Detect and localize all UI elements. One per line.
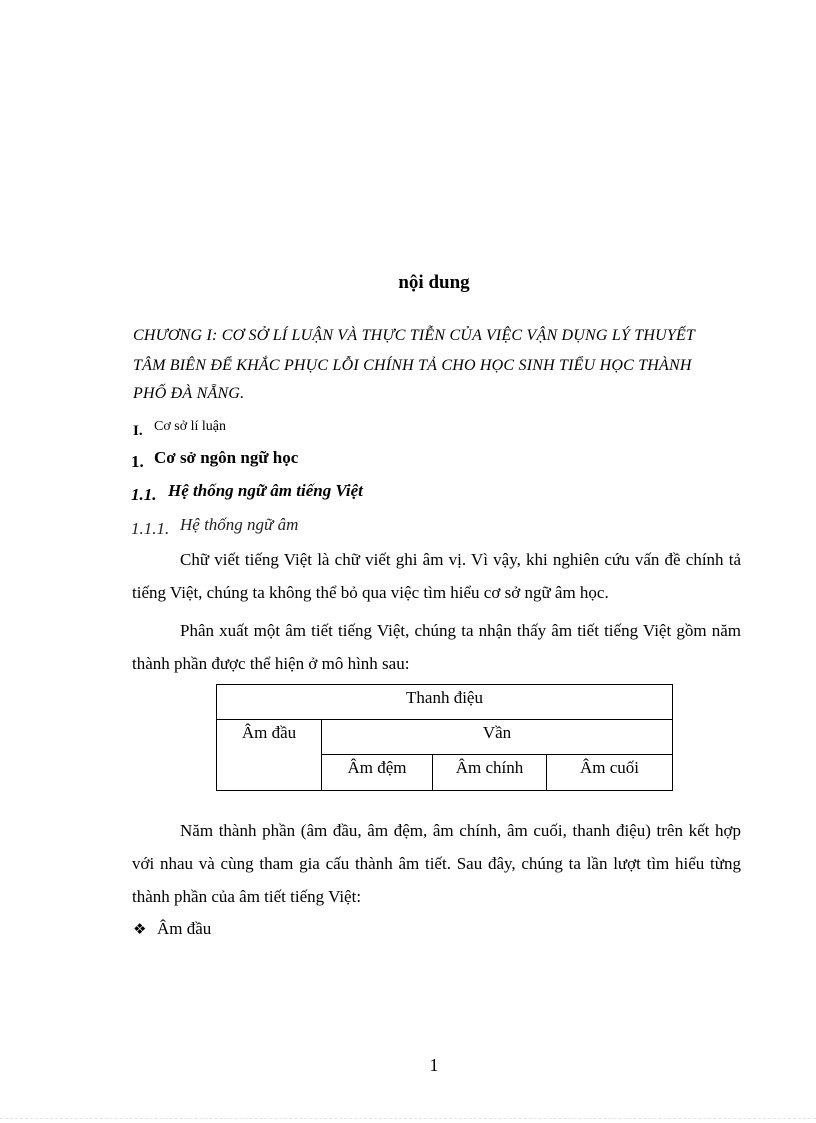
section-heading-1-1 (131, 481, 363, 504)
paragraph-1: Chữ viết tiếng Việt là chữ viết ghi âm vị. Vì vậy, khi nghiên cứu vấn đề chính tả tiếng Việt, chúng ta không thể bỏ qua việc tìm hiểu cơ sở ngữ âm học. (132, 550, 741, 602)
section-title: Cơ sở lí luận (154, 419, 226, 434)
cell-tone: Thanh điệu (217, 685, 673, 720)
section-title: Hệ thống ngữ âm (180, 515, 299, 534)
page-number: 1 (429, 1055, 439, 1075)
cell-coda: Âm cuối (547, 755, 673, 791)
syllable-structure-table (216, 684, 673, 791)
section-number: I. (133, 423, 143, 439)
chapter-title-line-1: CHƯƠNG I: CƠ SỞ LÍ LUẬN VÀ THỰC TIỄN CỦA VIỆC VẬN DỤNG LÝ THUYẾT (133, 327, 696, 344)
cell-onset: Âm đầu (217, 720, 322, 791)
chapter-title-line-2: TÂM BIÊN ĐỂ KHẮC PHỤC LỖI CHÍNH TẢ CHO HỌC SINH TIỂU HỌC THÀNH (133, 357, 692, 374)
page-break-divider (0, 1118, 816, 1119)
cell-rhyme: Vần (322, 720, 673, 755)
cell-medial: Âm đệm (322, 755, 433, 791)
paragraph-2: Phân xuất một âm tiết tiếng Việt, chúng ta nhận thấy âm tiết tiếng Việt gồm năm thành phần được thể hiện ở mô hình sau: (132, 621, 741, 673)
bullet-text: Âm đầu (157, 919, 212, 938)
diamond-bullet-icon: ❖ (133, 920, 147, 938)
section-number: 1.1.1. (131, 519, 170, 538)
page-heading: nội dung (398, 272, 470, 293)
paragraph-3: Năm thành phần (âm đầu, âm đệm, âm chính, âm cuối, thanh điệu) trên kết hợp với nhau và cùng tham gia cấu thành âm tiết. Sau đây, chúng ta lần lượt tìm hiểu từng thành phần của âm tiết tiếng Việt: (132, 821, 741, 906)
section-number: 1.1. (131, 485, 157, 504)
section-heading-1 (131, 448, 299, 471)
section-number: 1. (131, 452, 144, 471)
cell-nucleus: Âm chính (433, 755, 547, 791)
section-heading-1-1-1 (131, 515, 299, 538)
bullet-item (133, 919, 211, 939)
chapter-title-line-3: PHỐ ĐÀ NẴNG. (133, 385, 245, 402)
section-title: Cơ sở ngôn ngữ học (154, 448, 299, 467)
section-title: Hệ thống ngữ âm tiếng Việt (168, 481, 363, 500)
